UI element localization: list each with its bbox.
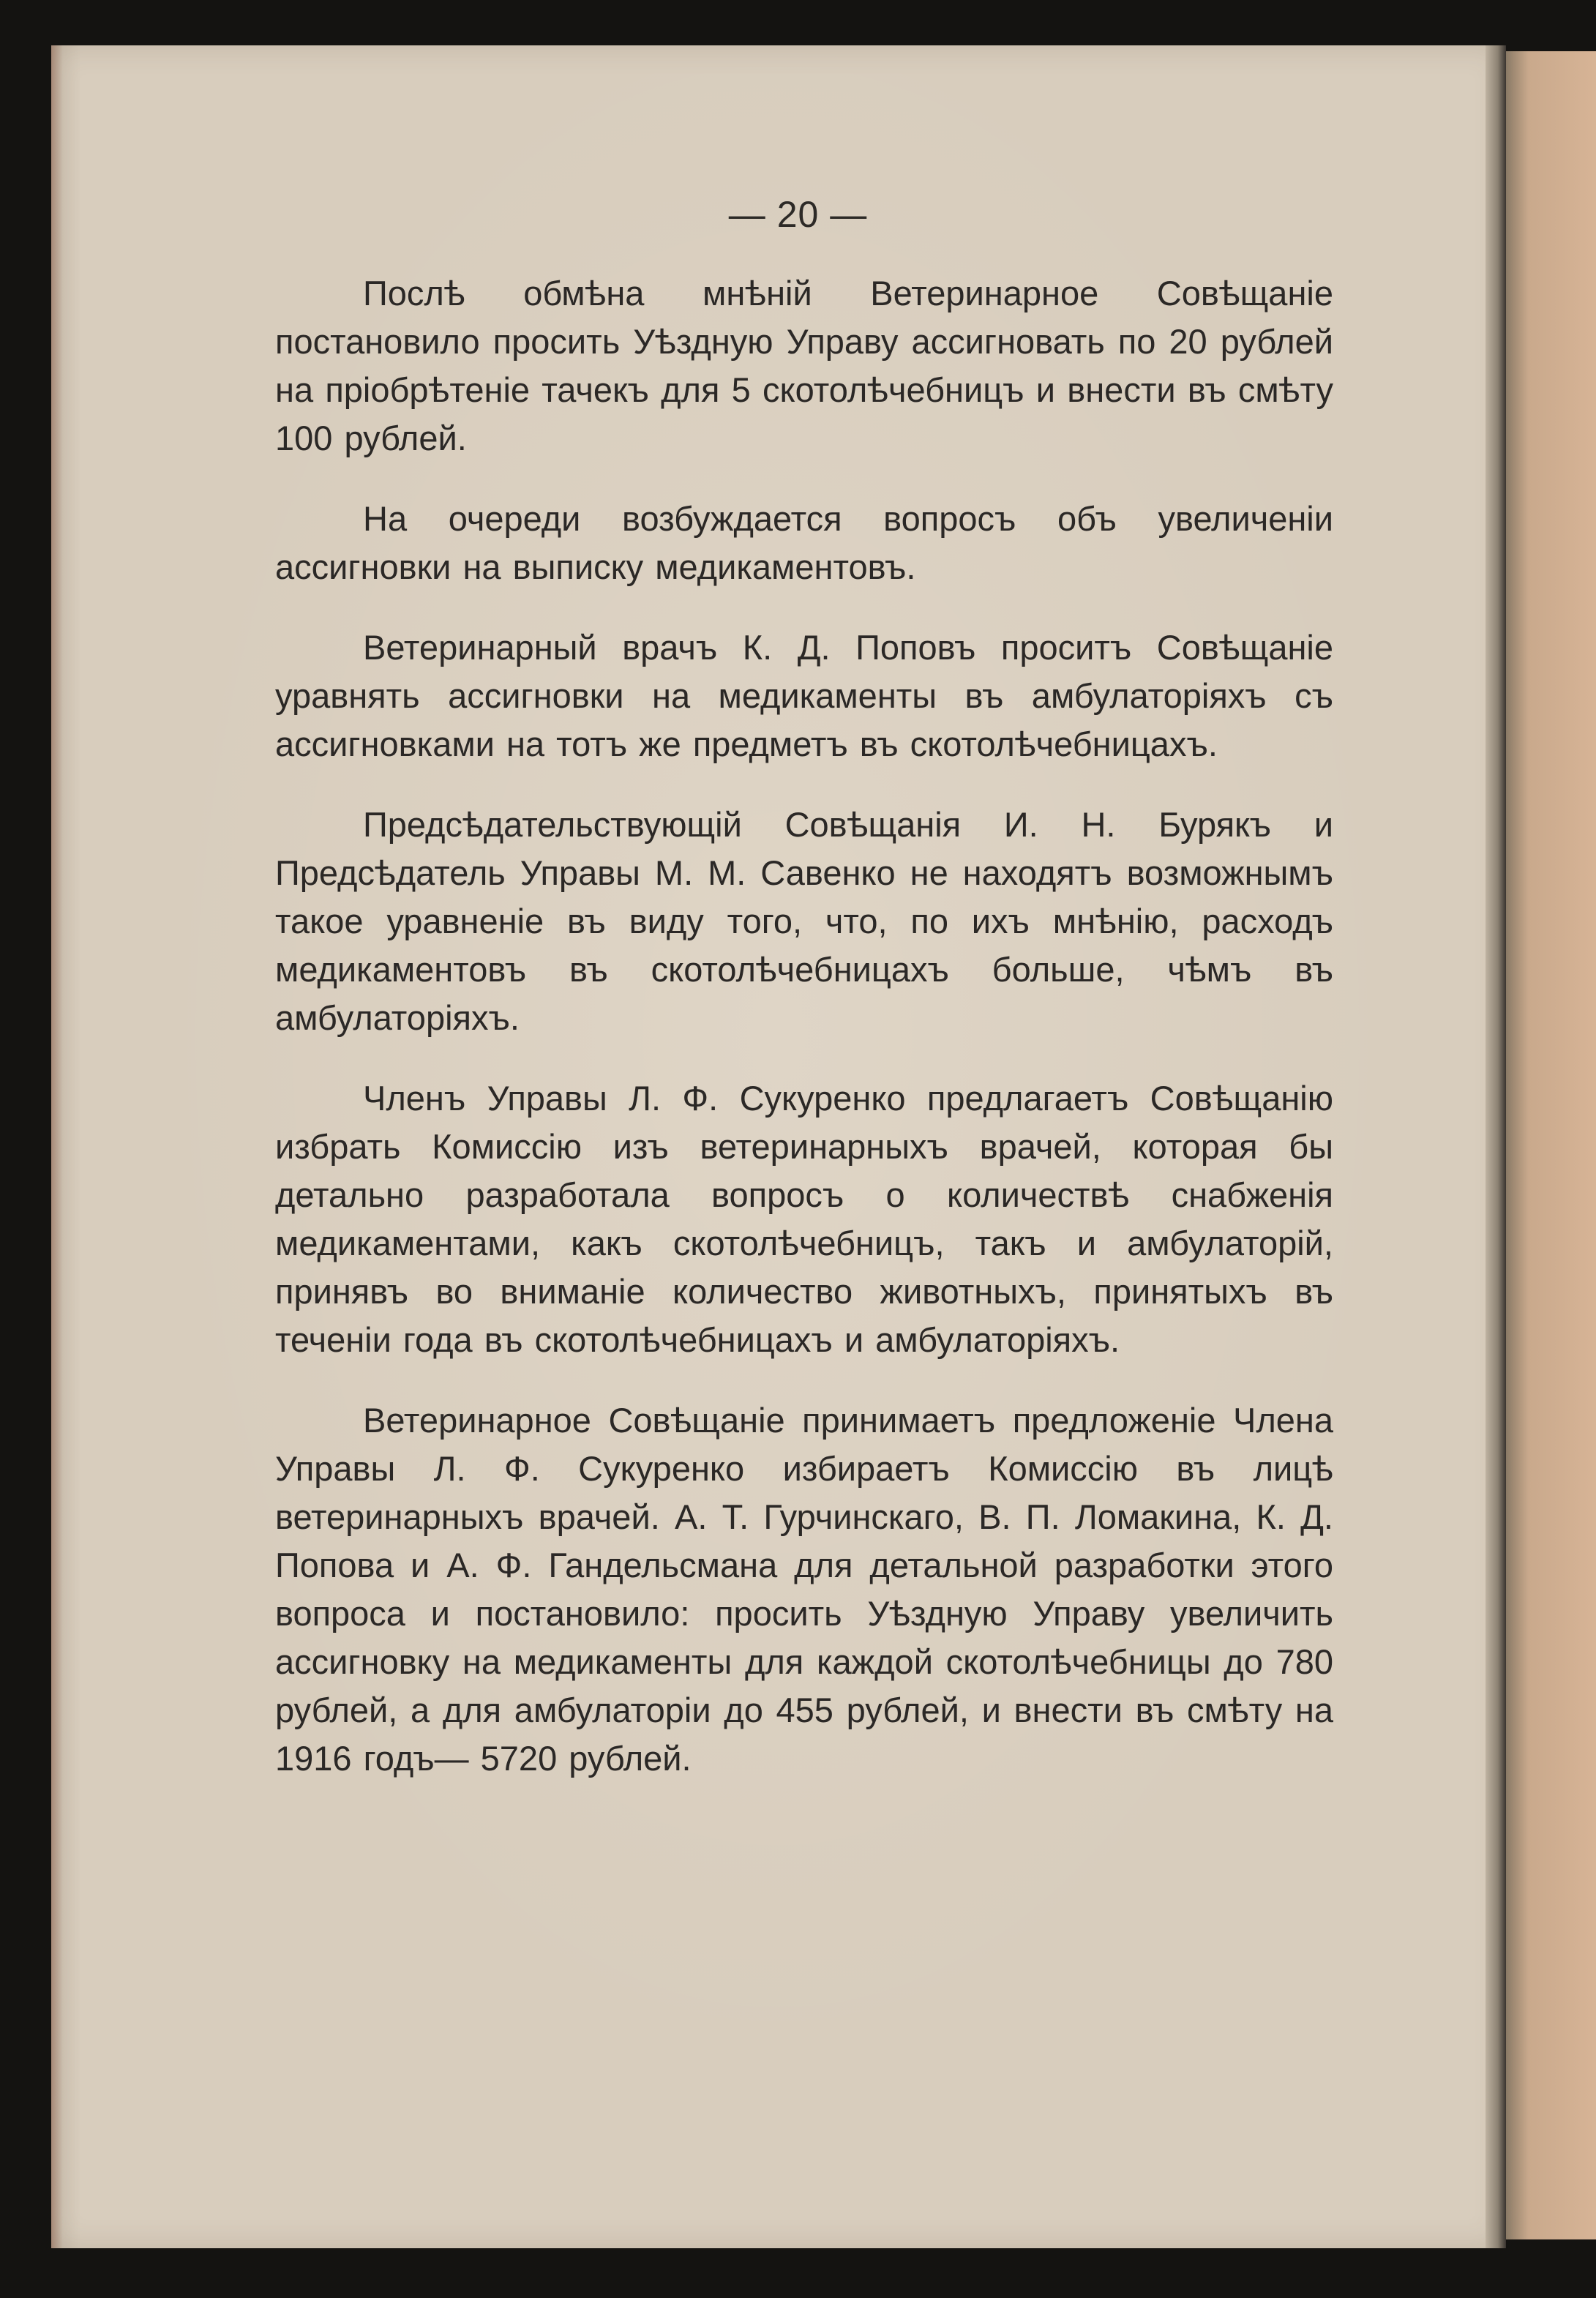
paragraph: На очереди возбуждается вопросъ объ увеличеніи ассигновки на выписку медикаментовъ. <box>275 499 1333 586</box>
paragraph: Ветеринарное Совѣщаніе принимаетъ предложеніе Члена Управы Л. Ф. Сукуренко избираетъ Комиссію въ лицѣ ветеринарныхъ врачей. А. Т. Гурчинскаго, В. П. Ломакина, К. Д. Попова и А. Ф. Гандельсмана для детальной разработки этого вопроса и постановило: просить Уѣздную Управу увеличить ассигновку на медикаменты для каждой скотолѣчебницы до 780 рублей, а для амбулаторіи до 455 рублей, и внести въ смѣту на 1916 годъ— 5720 рублей. <box>275 1401 1333 1778</box>
page-body <box>275 269 1333 1815</box>
facing-page-edge <box>1506 51 1596 2239</box>
paragraph: Членъ Управы Л. Ф. Сукуренко предлагаетъ Совѣщанію избрать Комиссію изъ ветеринарныхъ врачей, которая бы детально разработала вопросъ о количествѣ снабженія медикаментами, какъ скотолѣчебницъ, такъ и амбулаторій, принявъ во вниманіе количество животныхъ, принятыхъ въ теченіи года въ скотолѣчебницахъ и амбулаторіяхъ. <box>275 1079 1333 1359</box>
book-spine <box>1486 45 1506 2248</box>
page-left-edge <box>51 45 63 2248</box>
paragraph: Ветеринарный врачъ К. Д. Поповъ проситъ Совѣщаніе уравнять ассигновки на медикаменты въ амбулаторіяхъ съ ассигновками на тотъ же предметъ въ скотолѣчебницахъ. <box>275 628 1333 763</box>
paragraph: Предсѣдательствующій Совѣщанія И. Н. Бурякъ и Предсѣдатель Управы М. М. Савенко не находятъ возможнымъ такое уравненіе въ виду того, что, по ихъ мнѣнію, расходъ медикаментовъ въ скотолѣчебницахъ больше, чѣмъ въ амбулаторіяхъ. <box>275 805 1333 1037</box>
page-number: — 20 — <box>728 194 868 235</box>
paragraph: Послѣ обмѣна мнѣній Ветеринарное Совѣщаніе постановило просить Уѣздную Управу ассигновать по 20 рублей на пріобрѣтеніе тачекъ для 5 скотолѣчебницъ и внести въ смѣту 100 рублей. <box>275 274 1333 457</box>
